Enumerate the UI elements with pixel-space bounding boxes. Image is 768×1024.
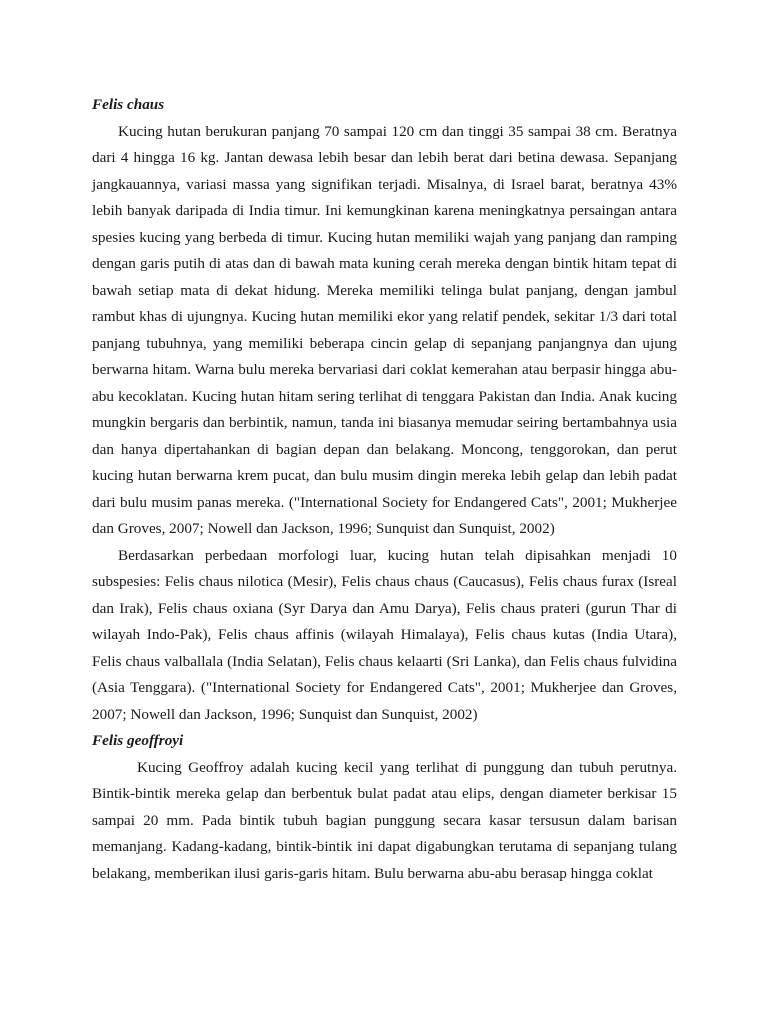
document-body xyxy=(92,92,677,887)
section-heading-felis-chaus: Felis chaus xyxy=(92,96,165,113)
paragraph-felis-chaus-description: Kucing hutan berukuran panjang 70 sampai 120 cm dan tinggi 35 sampai 38 cm. Beratnya dari 4 hingga 16 kg. Jantan dewasa lebih besar dan lebih berat dari betina dewasa. Sepanjang jangkauannya, variasi massa yang signifikan terjadi. Misalnya, di Israel barat, beratnya 43% lebih banyak daripada di India timur. Ini kemungkinan karena meningkatnya persaingan antara spesies kucing yang berbeda di timur. Kucing hutan memiliki wajah yang panjang dan ramping dengan garis putih di atas dan di bawah mata kuning cerah mereka dengan bintik hitam tepat di bawah setiap mata di dekat hidung. Mereka memiliki telinga bulat panjang, dengan jambul rambut khas di ujungnya. Kucing hutan memiliki ekor yang relatif pendek, sekitar 1/3 dari total panjang tubuhnya, yang memiliki beberapa cincin gelap di sepanjang panjangnya dan ujung berwarna hitam. Warna bulu mereka bervariasi dari coklat kemerahan atau berpasir hingga abu-abu kecoklatan. Kucing hutan hitam sering terlihat di tenggara Pakistan dan India. Anak kucing mungkin bergaris dan berbintik, namun, tanda ini biasanya memudar seiring bertambahnya usia dan hanya dipertahankan di bagian depan dan belakang. Moncong, tenggorokan, dan perut kucing hutan berwarna krem pucat, dan bulu musim dingin mereka lebih gelap dan lebih padat dari bulu musim panas mereka. ("International Society for Endangered Cats", 2001; Mukherjee dan Groves, 2007; Nowell dan Jackson, 1996; Sunquist dan Sunquist, 2002) xyxy=(92,122,677,537)
section-felis-geoffroyi xyxy=(92,728,677,887)
paragraph-felis-chaus-subspecies: Berdasarkan perbedaan morfologi luar, kucing hutan telah dipisahkan menjadi 10 subspesies: Felis chaus nilotica (Mesir), Felis chaus chaus (Caucasus), Felis chaus furax (Isreal dan Irak), Felis chaus oxiana (Syr Darya dan Amu Darya), Felis chaus prateri (gurun Thar di wilayah Indo-Pak), Felis chaus affinis (wilayah Himalaya), Felis chaus kutas (India Utara), Felis chaus valballala (India Selatan), Felis chaus kelaarti (Sri Lanka), dan Felis chaus fulvidina (Asia Tenggara). ("International Society for Endangered Cats", 2001; Mukherjee dan Groves, 2007; Nowell dan Jackson, 1996; Sunquist dan Sunquist, 2002) xyxy=(92,546,677,723)
section-heading-felis-geoffroyi: Felis geoffroyi xyxy=(92,732,184,749)
paragraph-felis-geoffroyi-description: Kucing Geoffroy adalah kucing kecil yang terlihat di punggung dan tubuh perutnya. Bintik-bintik mereka gelap dan berbentuk bulat padat atau elips, dengan diameter berkisar 15 sampai 20 mm. Pada bintik tubuh bagian punggung secara kasar tersusun dalam barisan memanjang. Kadang-kadang, bintik-bintik ini dapat digabungkan terutama di sepanjang tulang belakang, memberikan ilusi garis-garis hitam. Bulu berwarna abu-abu berasap hingga coklat xyxy=(92,758,677,882)
section-felis-chaus xyxy=(92,92,677,728)
